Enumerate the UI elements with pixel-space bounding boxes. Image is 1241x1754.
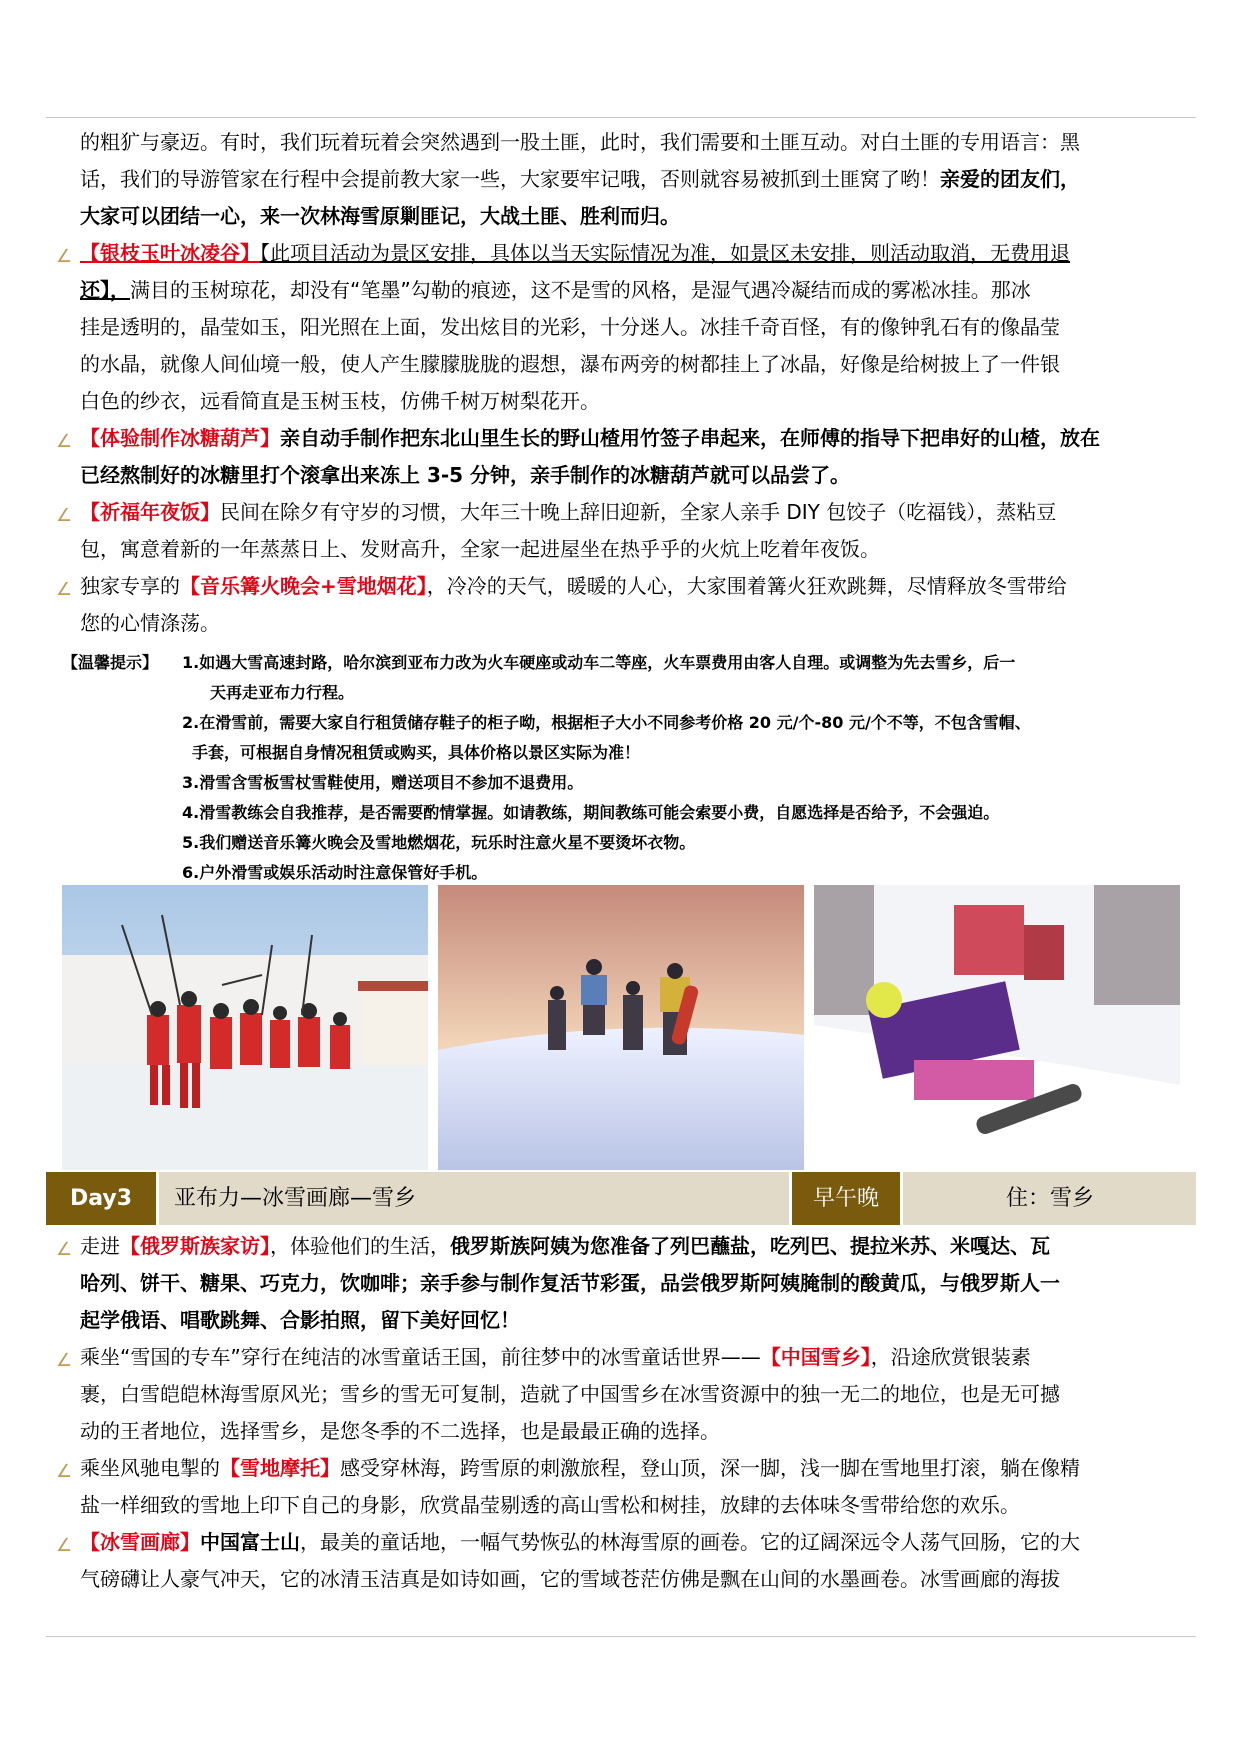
text-line: 包，寓意着新的一年蒸蒸日上、发财高升，全家一起进屋坐在热乎乎的火炕上吃着年夜饭。: [80, 537, 880, 561]
paragraph-new-year-dinner: [46, 494, 1196, 568]
paragraph-snow-town: [46, 1339, 1196, 1450]
bullet-icon: ∠: [56, 1461, 73, 1482]
bullet-icon: ∠: [56, 1239, 73, 1260]
text-line: 话，我们的导游管家在行程中会提前教大家一些，大家要牢记哦，否则就容易被抓到土匪窝了哟！亲爱的团友们，: [80, 167, 1080, 191]
text-line: 【体验制作冰糖葫芦】亲自动手制作把东北山里生长的野山楂用竹签子串起来，在师傅的指导下把串好的山楂，放在: [80, 426, 1100, 450]
text-line: 走进【俄罗斯族家访】，体验他们的生活，俄罗斯族阿姨为您准备了列巴蘸盐，吃列巴、提拉米苏、米嘎达、瓦: [80, 1234, 1050, 1258]
text-line: 白色的纱衣，远看简直是玉树玉枝，仿佛千树万树梨花开。: [80, 389, 600, 413]
text-line: 大家可以团结一心，来一次林海雪原剿匪记，大战土匪、胜利而归。: [80, 204, 680, 228]
paragraph-bonfire: [46, 568, 1196, 642]
day-meals: 早午晚: [792, 1172, 900, 1225]
text-line: 【祈福年夜饭】民间在除夕有守岁的习惯，大年三十晚上辞旧迎新，全家人亲手 DIY 包饺子（吃福钱），蒸粘豆: [80, 500, 1057, 524]
paragraph-snowmobile: [46, 1450, 1196, 1524]
text-line: 盐一样细致的雪地上印下自己的身影，欣赏晶莹剔透的高山雪松和树挂，放肆的去体味冬雪带给您的欢乐。: [80, 1493, 1020, 1517]
warm-tips: [62, 648, 1182, 888]
text-line: 乘坐“雪国的专车”穿行在纯洁的冰雪童话王国，前往梦中的冰雪童话世界——【中国雪乡】，沿途欣赏银装素: [80, 1345, 1031, 1369]
paragraph-russian-visit: [46, 1228, 1196, 1339]
text-line: 已经熬制好的冰糖里打个滚拿出来冻上 3-5 分钟，亲手制作的冰糖葫芦就可以品尝了。: [80, 463, 851, 487]
bullet-icon: ∠: [56, 1535, 73, 1556]
photo-ski-group: [62, 885, 428, 1170]
text-line: 独家专享的【音乐篝火晚会+雪地烟花】，冷冷的天气，暖暖的人心，大家围着篝火狂欢跳舞，尽情释放冬雪带给: [80, 574, 1067, 598]
text-line: 裹，白雪皑皑林海雪原风光；雪乡的雪无可复制，造就了中国雪乡在冰雪资源中的独一无二的地位，也是无可撼: [80, 1382, 1060, 1406]
footer-rule: [46, 1636, 1196, 1637]
text-line: 【银枝玉叶冰凌谷】【此项目活动为景区安排，具体以当天实际情况为准，如景区未安排，则活动取消，无费用退: [80, 241, 1070, 265]
text-line: 乘坐风驰电掣的【雪地摩托】感受穿林海，跨雪原的刺激旅程，登山顶，深一脚，浅一脚在雪地里打滚，躺在像精: [80, 1456, 1080, 1480]
text-line: 气磅礴让人豪气冲天，它的冰清玉洁真是如诗如画，它的雪域苍茫仿佛是飘在山间的水墨画卷。冰雪画廊的海拔: [80, 1567, 1060, 1591]
tip-item: 天再走亚布力行程。: [210, 683, 355, 702]
tip-item: 6.户外滑雪或娱乐活动时注意保管好手机。: [182, 863, 488, 882]
day-route: 亚布力—冰雪画廊—雪乡: [174, 1186, 417, 1211]
lower-text: [46, 1228, 1196, 1598]
text-line: 您的心情涤荡。: [80, 611, 220, 635]
paragraph-ice-valley: [46, 235, 1196, 420]
paragraph-candied-haws: [46, 420, 1196, 494]
text-line: 动的王者地位，选择雪乡，是您冬季的不二选择，也是最最正确的选择。: [80, 1419, 720, 1443]
tip-item: 5.我们赠送音乐篝火晚会及雪地燃烟花，玩乐时注意火星不要烫坏衣物。: [182, 833, 696, 852]
bullet-icon: ∠: [56, 579, 73, 600]
bullet-icon: ∠: [56, 431, 73, 452]
tip-item: 2.在滑雪前，需要大家自行租赁储存鞋子的柜子呦，根据柜子大小不同参考价格 20 元/个-80 元/个不等，不包含雪帽、: [182, 713, 1031, 732]
text-line: 还】，满目的玉树琼花，却没有“笔墨”勾勒的痕迹，这不是雪的风格，是湿气遇冷凝结而成的雾凇冰挂。那冰: [80, 278, 1031, 302]
upper-text: [46, 124, 1196, 642]
text-line: 【冰雪画廊】中国富士山，最美的童话地，一幅气势恢弘的林海雪原的画卷。它的辽阔深远令人荡气回肠，它的大: [80, 1530, 1080, 1554]
bullet-icon: ∠: [56, 505, 73, 526]
tip-item: 4.滑雪教练会自我推荐，是否需要酌情掌握。如请教练，期间教练可能会索要小费，自愿选择是否给予，不会强迫。: [182, 803, 1000, 822]
text-line: 挂是透明的，晶莹如玉，阳光照在上面，发出炫目的光彩，十分迷人。冰挂千奇百怪，有的像钟乳石有的像晶莹: [80, 315, 1060, 339]
text-line: 起学俄语、唱歌跳舞、合影拍照，留下美好回忆！: [80, 1308, 520, 1332]
day-label: Day3: [46, 1172, 156, 1225]
bullet-icon: ∠: [56, 246, 73, 267]
photo-snowboard-walk: [438, 885, 804, 1170]
tip-item: 3.滑雪含雪板雪杖雪鞋使用，赠送项目不参加不退费用。: [182, 773, 584, 792]
tip-item: 【温馨提示】 1.如遇大雪高速封路，哈尔滨到亚布力改为火车硬座或动车二等座，火车票费用由客人自理。或调整为先去雪乡，后一: [62, 648, 1182, 678]
paragraph-snow-gallery: [46, 1524, 1196, 1598]
day-stay: 住：雪乡: [1006, 1186, 1095, 1211]
header-rule: [46, 117, 1196, 118]
photo-snowboarder: [814, 885, 1180, 1170]
bullet-icon: ∠: [56, 1350, 73, 1371]
text-line: 的水晶，就像人间仙境一般，使人产生朦朦胧胧的遐想，瀑布两旁的树都挂上了冰晶，好像是给树披上了一件银: [80, 352, 1060, 376]
day-header: [46, 1172, 1196, 1225]
paragraph-bandit: [46, 124, 1196, 235]
tip-item: 手套，可根据自身情况租赁或购买，具体价格以景区实际为准！: [192, 743, 641, 762]
photo-strip: [62, 885, 1180, 1170]
tips-label: 【温馨提示】: [62, 653, 159, 672]
text-line: 的粗犷与豪迈。有时，我们玩着玩着会突然遇到一股土匪，此时，我们需要和土匪互动。对白土匪的专用语言：黑: [80, 130, 1080, 154]
text-line: 哈列、饼干、糖果、巧克力，饮咖啡；亲手参与制作复活节彩蛋，品尝俄罗斯阿姨腌制的酸黄瓜，与俄罗斯人一: [80, 1271, 1060, 1295]
